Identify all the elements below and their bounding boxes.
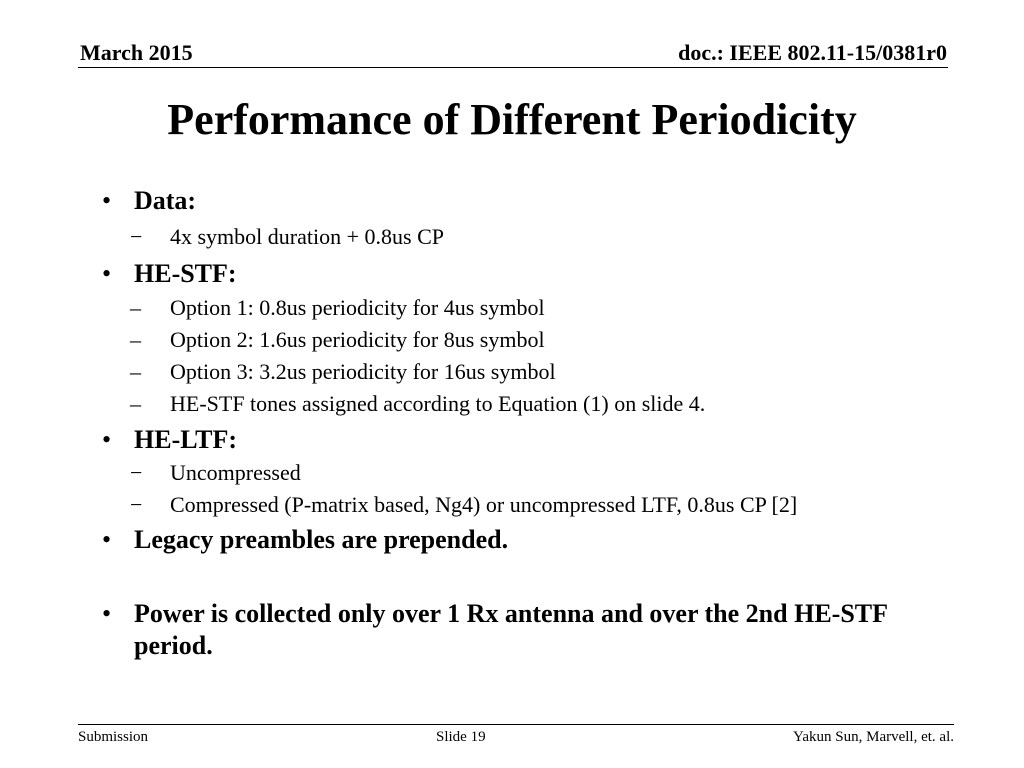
sub-item: − Uncompressed — [130, 460, 301, 485]
footer-author: Yakun Sun, Marvell, et. al. — [793, 729, 954, 745]
bullet-icon: • — [102, 525, 112, 554]
header-date: March 2015 — [80, 40, 193, 65]
bullet-label: HE-LTF: — [134, 425, 238, 454]
bullet-icon: • — [102, 186, 112, 215]
sub-item: – Option 3: 3.2us periodicity for 16us symbol — [130, 359, 556, 384]
bullet-label: Power is collected only over 1 Rx antenna and over the 2nd HE-STF period. — [134, 599, 888, 660]
footer-submission: Submission — [78, 729, 149, 745]
sub-item: – Option 1: 0.8us periodicity for 4us symbol — [130, 295, 545, 320]
sub-item: − 4x symbol duration + 0.8us CP — [130, 224, 444, 249]
sub-item: – HE-STF tones assigned according to Equation (1) on slide 4. — [130, 391, 706, 416]
dash-icon: − — [130, 224, 143, 249]
dash-icon: − — [130, 492, 143, 517]
dash-icon: – — [130, 391, 141, 416]
bullet-label: Legacy preambles are prepended. — [134, 525, 509, 554]
sub-item: − Compressed (P-matrix based, Ng4) or uncompressed LTF, 0.8us CP [2] — [130, 492, 798, 517]
bullet-label: Data: — [134, 186, 197, 215]
sub-item: – Option 2: 1.6us periodicity for 8us symbol — [130, 327, 545, 352]
dash-icon: – — [130, 359, 141, 384]
bullet-icon: • — [102, 599, 112, 628]
footer-rule — [78, 724, 954, 725]
header-doc-id: doc.: IEEE 802.11-15/0381r0 — [678, 40, 947, 65]
dash-icon: – — [130, 295, 141, 320]
bullet-icon: • — [102, 259, 112, 288]
dash-icon: – — [130, 327, 141, 352]
dash-icon: − — [130, 460, 143, 485]
bullet-label: HE-STF: — [134, 259, 237, 288]
bullet-icon: • — [102, 425, 112, 454]
footer-slide-number: Slide 19 — [436, 729, 486, 745]
slide-title: Performance of Different Periodicity — [167, 95, 857, 144]
